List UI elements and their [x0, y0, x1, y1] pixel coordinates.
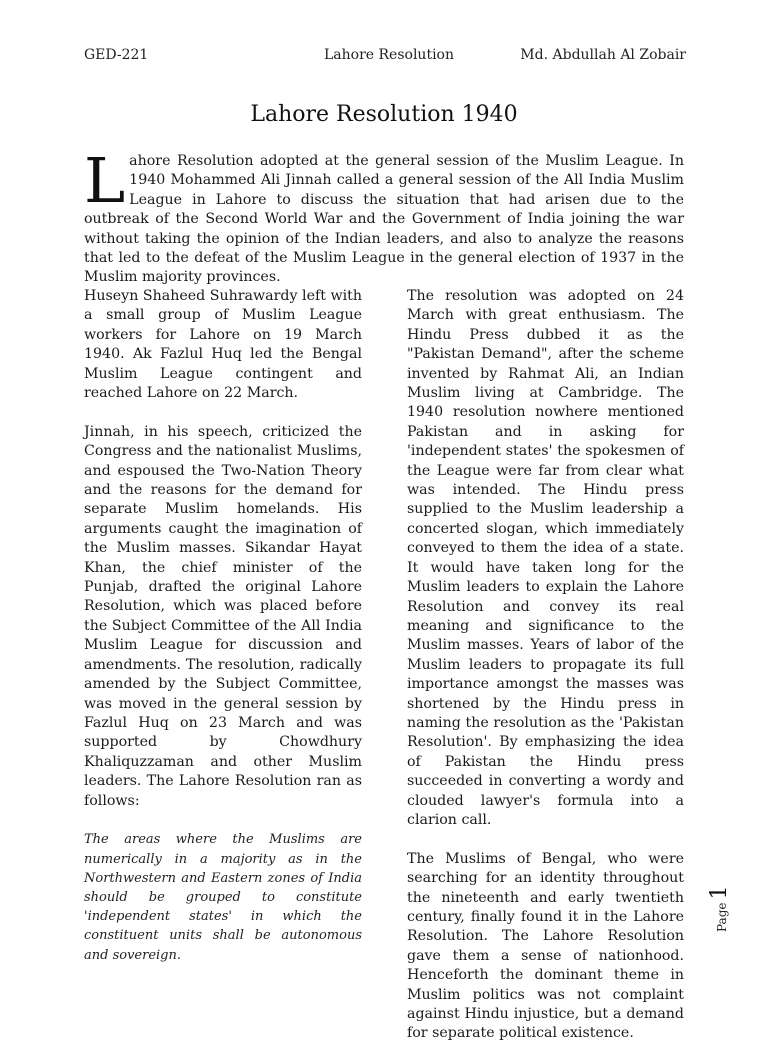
- right-paragraph-1: The resolution was adopted on 24 March with great enthusiasm. The Hindu Press dubbed it as the "Pakistan Demand", after the scheme invented by Rahmat Ali, an Indian Muslim living at Cambridge. The 1940 resolution nowhere mentioned Pakistan and in asking for 'independent states' the spokesmen of the League were far from clear what was intended. The Hindu press supplied to the Muslim leadership a concerted slogan, which immediately conveyed to them the idea of a state. It would have taken long for the Muslim leaders to explain the Lahore Resolution and convey its real meaning and significance to the Muslim masses. Years of labor of the Muslim leaders to propagate its full importance amongst the masses was shortened by the Hindu press in naming the resolution as the 'Pakistan Resolution'. By emphasizing the idea of Pakistan the Hindu press succeeded in converting a wordy and clouded lawyer's formula into a clarion call.: [407, 288, 684, 828]
- left-paragraph-1: Huseyn Shaheed Suhrawardy left with a small group of Muslim League workers for Lahore on 19 March 1940. Ak Fazlul Huq led the Bengal Muslim League contingent and reached Lahore on 22 March.: [84, 288, 362, 402]
- right-paragraph-2: The Muslims of Bengal, who were searching for an identity throughout the nineteenth and early twentieth century, finally found it in the Lahore Resolution. The Lahore Resolution gave them a sense of nationhood. Henceforth the dominant theme in Muslim politics was not complaint against Hindu injustice, but a demand for separate political existence.: [407, 850, 684, 1042]
- left-paragraph-2: Jinnah, in his speech, criticized the Congress and the nationalist Muslims, and espoused the Two-Nation Theory and the reasons for the demand for separate Muslim homelands. His arguments caught the imagination of the Muslim masses. Sikandar Hayat Khan, the chief minister of the Punjab, drafted the original Lahore Resolution, which was placed before the Subject Committee of the All India Muslim League for discussion and amendments. The resolution, radically amended by the Subject Committee, was moved in the general session by Fazlul Huq on 23 March and was supported by Chowdhury Khaliquzzaman and other Muslim leaders. The Lahore Resolution ran as follows:: [84, 423, 362, 809]
- drop-cap: L: [84, 144, 126, 217]
- right-column: [407, 287, 684, 1063]
- header-topic: Lahore Resolution: [324, 47, 454, 63]
- intro-paragraph: [84, 144, 684, 288]
- page-number-mark: [707, 885, 747, 932]
- page-label: Page: [715, 902, 729, 932]
- page-number: 1: [707, 885, 732, 900]
- author-name: Md. Abdullah Al Zobair: [520, 47, 686, 63]
- course-code: GED-221: [84, 47, 149, 63]
- page-header: [84, 47, 686, 67]
- document-title: Lahore Resolution 1940: [250, 102, 518, 127]
- resolution-quote: The areas where the Muslims are numerically in a majority as in the Northwestern and Eastern zones of India should be grouped to constitute 'independent states' in which the constituent units shall be autonomous and sovereign.: [84, 832, 362, 963]
- intro-text: ahore Resolution adopted at the general session of the Muslim League. In 1940 Mohammed Ali Jinnah called a general session of the All India Muslim League in Lahore to discuss the situation that had arisen due to the outbreak of the Second World War and the Government of India joining the war without taking the opinion of the Indian leaders, and also to analyze the reasons that led to the defeat of the Muslim League in the general election of 1937 in the Muslim majority provinces.: [84, 153, 684, 286]
- left-column: [84, 287, 362, 984]
